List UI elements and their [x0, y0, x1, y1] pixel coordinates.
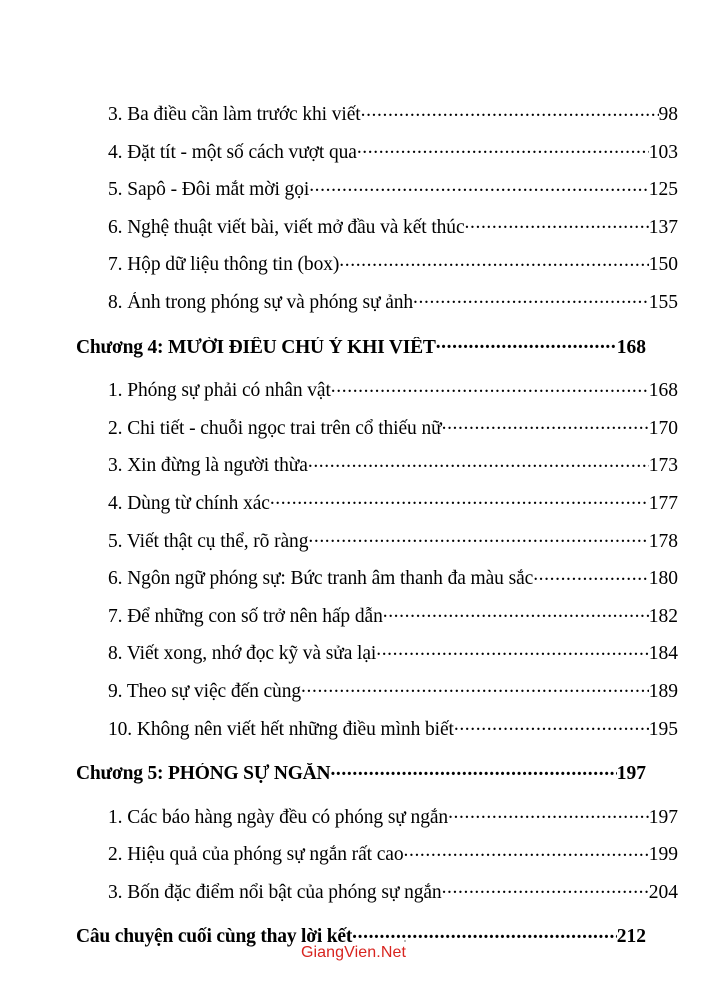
toc-dot-leader — [352, 926, 617, 942]
toc-entry-row[interactable] — [70, 807, 678, 845]
toc-entry-title: Chương 4: MƯỜI ĐIỀU CHÚ Ý KHI VIẾT — [76, 336, 436, 358]
toc-page-number: 98 — [658, 104, 678, 125]
toc-entry-title: 7. Hộp dữ liệu thông tin (box) — [108, 254, 340, 276]
toc-dot-leader — [309, 179, 649, 195]
toc-page-number: 189 — [648, 680, 678, 702]
toc-dot-leader — [376, 643, 649, 659]
toc-entry-title: 3. Ba điều cần làm trước khi viết — [108, 104, 361, 125]
toc-entry-row[interactable] — [70, 882, 678, 920]
toc-entry-title: 9. Theo sự việc đến cùng — [108, 680, 302, 702]
toc-dot-leader — [448, 807, 649, 823]
toc-page-number: 199 — [648, 844, 678, 866]
toc-dot-leader — [339, 254, 648, 270]
toc-entry-row[interactable] — [70, 844, 678, 882]
toc-entry-row[interactable] — [70, 681, 678, 719]
toc-dot-leader — [357, 142, 649, 158]
toc-dot-leader — [533, 568, 649, 584]
toc-page-number: 125 — [648, 179, 678, 201]
toc-entry-title: Chương 5: PHÓNG SỰ NGẮN — [76, 763, 331, 785]
toc-dot-leader — [301, 681, 649, 697]
toc-page-number: 212 — [616, 926, 646, 948]
toc-entry-title: Câu chuyện cuối cùng thay lời kết — [76, 926, 353, 948]
toc-entry-row[interactable] — [70, 179, 678, 217]
toc-entry-row[interactable] — [70, 455, 678, 493]
toc-dot-leader — [308, 531, 648, 547]
toc-dot-leader — [404, 844, 649, 860]
toc-entry-title: 7. Để những con số trở nên hấp dẫn — [108, 605, 383, 627]
toc-entry-title: 2. Hiệu quả của phóng sự ngắn rất cao — [108, 844, 404, 866]
toc-entry-row[interactable] — [70, 254, 678, 292]
toc-page-number: 197 — [648, 806, 678, 828]
toc-entry-title: 5. Sapô - Đôi mắt mời gọi — [108, 179, 310, 201]
toc-chapter-row[interactable] — [70, 337, 646, 375]
toc-page-number: 170 — [648, 417, 678, 439]
toc-entry-title: 2. Chi tiết - chuỗi ngọc trai trên cổ thiếu nữ — [108, 417, 442, 439]
toc-entry-row[interactable] — [70, 643, 678, 681]
toc-dot-leader — [331, 380, 649, 396]
toc-dot-leader — [361, 104, 659, 120]
toc-page-number: 173 — [648, 455, 678, 477]
toc-entry-row[interactable] — [70, 418, 678, 456]
toc-entry-row[interactable] — [70, 719, 678, 757]
toc-page-number: 204 — [648, 881, 678, 903]
toc-entry-row[interactable] — [70, 142, 678, 180]
toc-page-number: 177 — [648, 492, 678, 514]
toc-dot-leader — [442, 418, 649, 434]
toc-page-number: 103 — [648, 141, 678, 163]
toc-entry-title: 8. Viết xong, nhớ đọc kỹ và sửa lại — [108, 643, 377, 665]
toc-page-number: 137 — [648, 216, 678, 238]
toc-page-number: 155 — [648, 291, 678, 313]
toc-dot-leader — [383, 606, 649, 622]
toc-page-number: 168 — [616, 336, 646, 358]
toc-entry-row[interactable] — [70, 568, 678, 606]
watermark-giangvien: GiangVien.Net — [300, 944, 407, 961]
page-speck — [404, 940, 406, 942]
toc-entry-title: 6. Ngôn ngữ phóng sự: Bức tranh âm thanh đa màu sắc — [108, 568, 534, 590]
toc-entry-title: 1. Các báo hàng ngày đều có phóng sự ngắn — [108, 806, 449, 828]
toc-dot-leader — [330, 763, 616, 779]
toc-entry-row[interactable] — [70, 493, 678, 531]
toc-dot-leader — [413, 292, 649, 308]
toc-entry-title: 8. Ảnh trong phóng sự và phóng sự ảnh — [108, 291, 414, 313]
toc-page-number: 150 — [648, 254, 678, 276]
toc-entry-title: 3. Xin đừng là người thừa — [108, 455, 308, 477]
toc-entry-title: 10. Không nên viết hết những điều mình biết — [108, 718, 454, 740]
toc-dot-leader — [436, 337, 617, 353]
toc-dot-leader — [308, 455, 649, 471]
toc-page-number: 197 — [616, 763, 646, 785]
toc-entry-title: 3. Bốn đặc điểm nổi bật của phóng sự ngắn — [108, 881, 442, 903]
toc-dot-leader — [465, 217, 649, 233]
toc-page-number: 182 — [648, 605, 678, 627]
toc-entry-title: 4. Đặt tít - một số cách vượt qua — [108, 141, 357, 163]
toc-entry-title: 4. Dùng từ chính xác — [108, 492, 270, 514]
toc-entry-row[interactable] — [70, 606, 678, 644]
toc-chapter-row[interactable] — [70, 763, 646, 801]
toc-entry-row[interactable] — [70, 292, 678, 330]
table-of-contents — [70, 104, 678, 970]
toc-entry-row[interactable] — [70, 104, 678, 142]
toc-page-number: 168 — [648, 380, 678, 402]
toc-page-number: 184 — [648, 643, 678, 665]
toc-entry-title: 1. Phóng sự phải có nhân vật — [108, 380, 331, 402]
toc-dot-leader — [442, 882, 649, 898]
toc-entry-row[interactable] — [70, 380, 678, 418]
toc-page-number: 195 — [648, 718, 678, 740]
toc-entry-row[interactable] — [70, 217, 678, 255]
toc-dot-leader — [454, 719, 649, 735]
toc-entry-title: 5. Viết thật cụ thể, rõ ràng — [108, 530, 309, 552]
toc-entry-row[interactable] — [70, 531, 678, 569]
toc-dot-leader — [270, 493, 649, 509]
toc-entry-title: 6. Nghệ thuật viết bài, viết mở đầu và kết thúc — [108, 216, 465, 238]
toc-page-number: 178 — [648, 530, 678, 552]
toc-page-number: 180 — [648, 568, 678, 590]
